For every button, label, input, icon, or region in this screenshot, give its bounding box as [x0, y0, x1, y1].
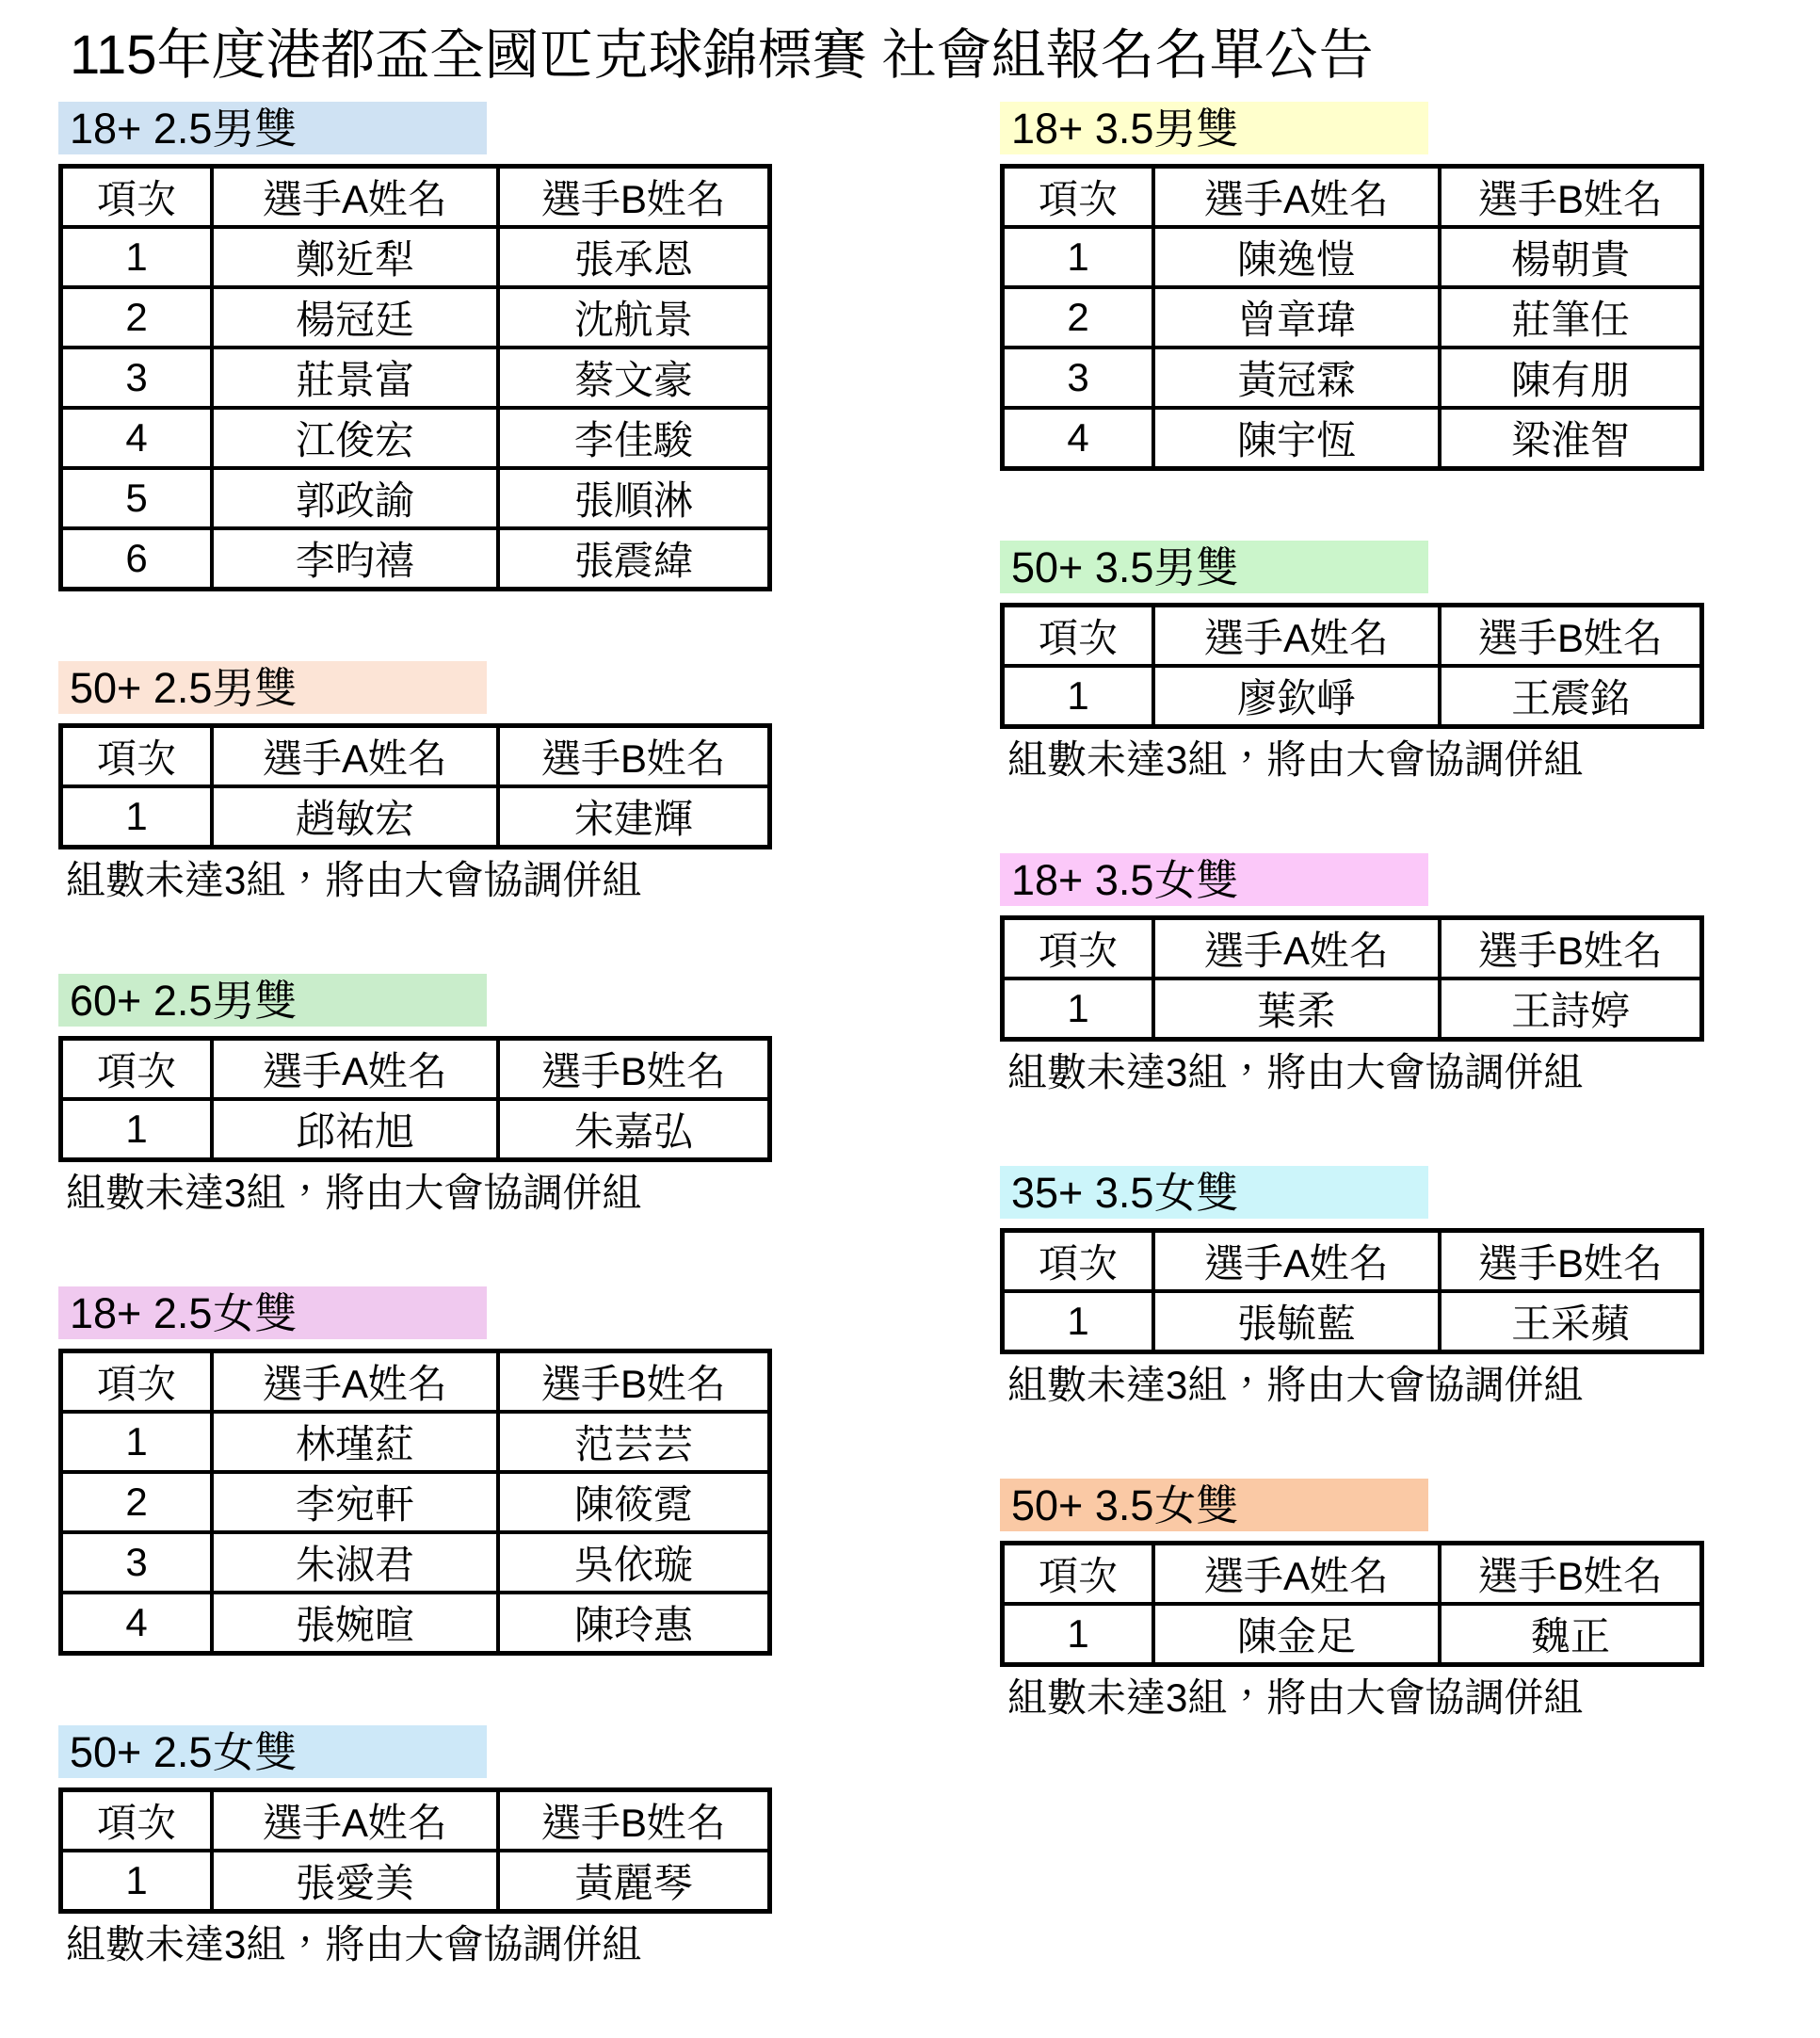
section-18plus-2.5-womens-doubles: [58, 1286, 772, 1656]
table-header-row: [61, 1039, 770, 1100]
cell-player-a: 陳宇恆: [1153, 408, 1440, 469]
table-row: [61, 348, 770, 408]
cell-player-b: 宋建輝: [498, 786, 770, 848]
col-header-player-a: 選手A姓名: [1153, 1231, 1440, 1292]
col-header-index: 項次: [1003, 1231, 1154, 1292]
cell-player-a: 張婉暄: [212, 1593, 498, 1654]
section-50plus-3.5-womens-doubles: [1000, 1479, 1704, 1722]
table-row: [1003, 348, 1702, 408]
cell-player-b: 蔡文豪: [498, 348, 770, 408]
col-header-player-a: 選手A姓名: [212, 1790, 498, 1852]
cell-player-b: 王震銘: [1440, 666, 1702, 727]
col-header-player-b: 選手B姓名: [498, 1790, 770, 1852]
registration-table: [1000, 164, 1704, 471]
section-header: 35+ 3.5女雙: [1000, 1166, 1428, 1219]
cell-player-b: 王詩婷: [1440, 979, 1702, 1040]
table-header-row: [1003, 606, 1702, 667]
cell-player-a: 黃冠霖: [1153, 348, 1440, 408]
cell-index: 1: [1003, 666, 1154, 727]
table-row: [61, 287, 770, 348]
merge-note: 組數未達3組，將由大會協調併組: [1007, 1675, 1584, 1720]
cell-index: 3: [61, 1532, 213, 1593]
cell-index: 1: [61, 786, 213, 848]
cell-player-a: 葉柔: [1153, 979, 1440, 1040]
cell-player-a: 莊景富: [212, 348, 498, 408]
table-row: [61, 1851, 770, 1912]
col-header-player-b: 選手B姓名: [498, 726, 770, 787]
section-header: 50+ 3.5女雙: [1000, 1479, 1428, 1531]
cell-index: 2: [1003, 287, 1154, 348]
cell-index: 3: [61, 348, 213, 408]
cell-player-b: 陳有朋: [1440, 348, 1702, 408]
col-header-player-a: 選手A姓名: [1153, 918, 1440, 979]
left-column: [58, 102, 772, 2038]
col-header-player-a: 選手A姓名: [212, 1351, 498, 1413]
col-header-player-a: 選手A姓名: [212, 1039, 498, 1100]
col-header-player-a: 選手A姓名: [1153, 1544, 1440, 1605]
table-row: [61, 1472, 770, 1532]
section-35plus-3.5-womens-doubles: [1000, 1166, 1704, 1409]
col-header-index: 項次: [61, 1790, 213, 1852]
cell-player-a: 李昀禧: [212, 528, 498, 590]
cell-player-b: 朱嘉弘: [498, 1099, 770, 1160]
col-header-player-b: 選手B姓名: [498, 167, 770, 228]
table-header-row: [61, 1351, 770, 1413]
col-header-index: 項次: [61, 1039, 213, 1100]
right-column: [1000, 102, 1704, 1791]
table-header-row: [1003, 167, 1702, 228]
cell-player-b: 吳依璇: [498, 1532, 770, 1593]
table-row: [1003, 287, 1702, 348]
cell-player-b: 王采蘋: [1440, 1291, 1702, 1352]
col-header-index: 項次: [1003, 918, 1154, 979]
section-header: 50+ 2.5男雙: [58, 661, 487, 714]
col-header-player-b: 選手B姓名: [498, 1039, 770, 1100]
cell-index: 5: [61, 468, 213, 528]
table-row: [61, 786, 770, 848]
section-50plus-2.5-mens-doubles: [58, 661, 772, 904]
cell-index: 1: [61, 227, 213, 287]
table-row: [61, 468, 770, 528]
table-row: [61, 227, 770, 287]
registration-table: [1000, 1541, 1704, 1667]
registration-table: [58, 1787, 772, 1914]
cell-index: 1: [61, 1099, 213, 1160]
section-18plus-2.5-mens-doubles: [58, 102, 772, 591]
table-row: [1003, 1291, 1702, 1352]
col-header-player-a: 選手A姓名: [212, 167, 498, 228]
section-50plus-2.5-womens-doubles: [58, 1725, 772, 1968]
cell-player-a: 邱祐旭: [212, 1099, 498, 1160]
cell-player-a: 李宛軒: [212, 1472, 498, 1532]
table-row: [61, 528, 770, 590]
table-header-row: [61, 726, 770, 787]
cell-player-b: 魏正: [1440, 1604, 1702, 1665]
table-header-row: [1003, 918, 1702, 979]
cell-player-a: 朱淑君: [212, 1532, 498, 1593]
cell-player-b: 沈航景: [498, 287, 770, 348]
table-row: [1003, 227, 1702, 287]
cell-index: 4: [1003, 408, 1154, 469]
merge-note: 組數未達3組，將由大會協調併組: [66, 1171, 642, 1215]
cell-player-b: 范芸芸: [498, 1412, 770, 1472]
col-header-player-b: 選手B姓名: [1440, 606, 1702, 667]
registration-table: [58, 164, 772, 591]
col-header-index: 項次: [1003, 1544, 1154, 1605]
section-50plus-3.5-mens-doubles: [1000, 541, 1704, 784]
cell-player-a: 曾章瑋: [1153, 287, 1440, 348]
col-header-player-a: 選手A姓名: [1153, 606, 1440, 667]
cell-index: 2: [61, 1472, 213, 1532]
registration-table: [58, 1036, 772, 1162]
registration-table: [58, 723, 772, 849]
cell-index: 1: [1003, 227, 1154, 287]
cell-player-b: 張承恩: [498, 227, 770, 287]
table-row: [1003, 408, 1702, 469]
cell-player-b: 梁淮智: [1440, 408, 1702, 469]
col-header-index: 項次: [1003, 167, 1154, 228]
section-header: 18+ 2.5男雙: [58, 102, 487, 154]
cell-index: 4: [61, 408, 213, 468]
table-row: [61, 408, 770, 468]
cell-index: 4: [61, 1593, 213, 1654]
registration-table: [1000, 1228, 1704, 1354]
cell-index: 3: [1003, 348, 1154, 408]
cell-index: 1: [61, 1851, 213, 1912]
cell-index: 1: [1003, 1604, 1154, 1665]
table-row: [1003, 979, 1702, 1040]
page-title: 115年度港都盃全國匹克球錦標賽 社會組報名名單公告: [70, 24, 1374, 86]
section-header: 18+ 3.5女雙: [1000, 853, 1428, 906]
merge-note: 組數未達3組，將由大會協調併組: [1007, 1050, 1584, 1094]
cell-player-b: 李佳駿: [498, 408, 770, 468]
col-header-player-b: 選手B姓名: [1440, 1544, 1702, 1605]
cell-player-a: 趙敏宏: [212, 786, 498, 848]
cell-player-a: 廖欽崢: [1153, 666, 1440, 727]
cell-player-a: 陳金足: [1153, 1604, 1440, 1665]
cell-index: 1: [1003, 979, 1154, 1040]
cell-player-a: 楊冠廷: [212, 287, 498, 348]
section-18plus-3.5-womens-doubles: [1000, 853, 1704, 1096]
cell-player-a: 郭政諭: [212, 468, 498, 528]
table-header-row: [1003, 1231, 1702, 1292]
col-header-player-b: 選手B姓名: [1440, 167, 1702, 228]
registration-table: [1000, 603, 1704, 729]
col-header-player-a: 選手A姓名: [1153, 167, 1440, 228]
cell-index: 2: [61, 287, 213, 348]
col-header-player-b: 選手B姓名: [498, 1351, 770, 1413]
cell-index: 6: [61, 528, 213, 590]
section-header: 50+ 3.5男雙: [1000, 541, 1428, 593]
cell-index: 1: [1003, 1291, 1154, 1352]
merge-note: 組數未達3組，將由大會協調併組: [66, 1922, 642, 1966]
cell-player-a: 陳逸愷: [1153, 227, 1440, 287]
merge-note: 組數未達3組，將由大會協調併組: [1007, 737, 1584, 782]
cell-player-b: 陳筱霓: [498, 1472, 770, 1532]
section-header: 50+ 2.5女雙: [58, 1725, 487, 1778]
table-row: [1003, 666, 1702, 727]
table-header-row: [61, 1790, 770, 1852]
cell-player-b: 張順淋: [498, 468, 770, 528]
cell-player-a: 林瑾葒: [212, 1412, 498, 1472]
section-header: 18+ 3.5男雙: [1000, 102, 1428, 154]
table-header-row: [1003, 1544, 1702, 1605]
col-header-index: 項次: [61, 167, 213, 228]
col-header-index: 項次: [1003, 606, 1154, 667]
cell-player-a: 張毓藍: [1153, 1291, 1440, 1352]
section-18plus-3.5-mens-doubles: [1000, 102, 1704, 471]
merge-note: 組數未達3組，將由大會協調併組: [1007, 1363, 1584, 1407]
table-row: [61, 1099, 770, 1160]
table-row: [61, 1532, 770, 1593]
cell-player-a: 張愛美: [212, 1851, 498, 1912]
section-header: 18+ 2.5女雙: [58, 1286, 487, 1339]
merge-note: 組數未達3組，將由大會協調併組: [66, 858, 642, 902]
table-header-row: [61, 167, 770, 228]
cell-player-a: 江俊宏: [212, 408, 498, 468]
cell-player-b: 莊筆任: [1440, 287, 1702, 348]
section-60plus-2.5-mens-doubles: [58, 974, 772, 1217]
content-columns: [58, 102, 1820, 2038]
cell-index: 1: [61, 1412, 213, 1472]
col-header-player-b: 選手B姓名: [1440, 918, 1702, 979]
col-header-index: 項次: [61, 726, 213, 787]
col-header-player-b: 選手B姓名: [1440, 1231, 1702, 1292]
table-row: [61, 1412, 770, 1472]
table-row: [61, 1593, 770, 1654]
col-header-player-a: 選手A姓名: [212, 726, 498, 787]
registration-table: [58, 1349, 772, 1656]
cell-player-b: 張震緯: [498, 528, 770, 590]
col-header-index: 項次: [61, 1351, 213, 1413]
registration-table: [1000, 915, 1704, 1042]
cell-player-b: 黃麗琴: [498, 1851, 770, 1912]
section-header: 60+ 2.5男雙: [58, 974, 487, 1027]
cell-player-a: 鄭近犁: [212, 227, 498, 287]
cell-player-b: 陳玲惠: [498, 1593, 770, 1654]
cell-player-b: 楊朝貴: [1440, 227, 1702, 287]
table-row: [1003, 1604, 1702, 1665]
